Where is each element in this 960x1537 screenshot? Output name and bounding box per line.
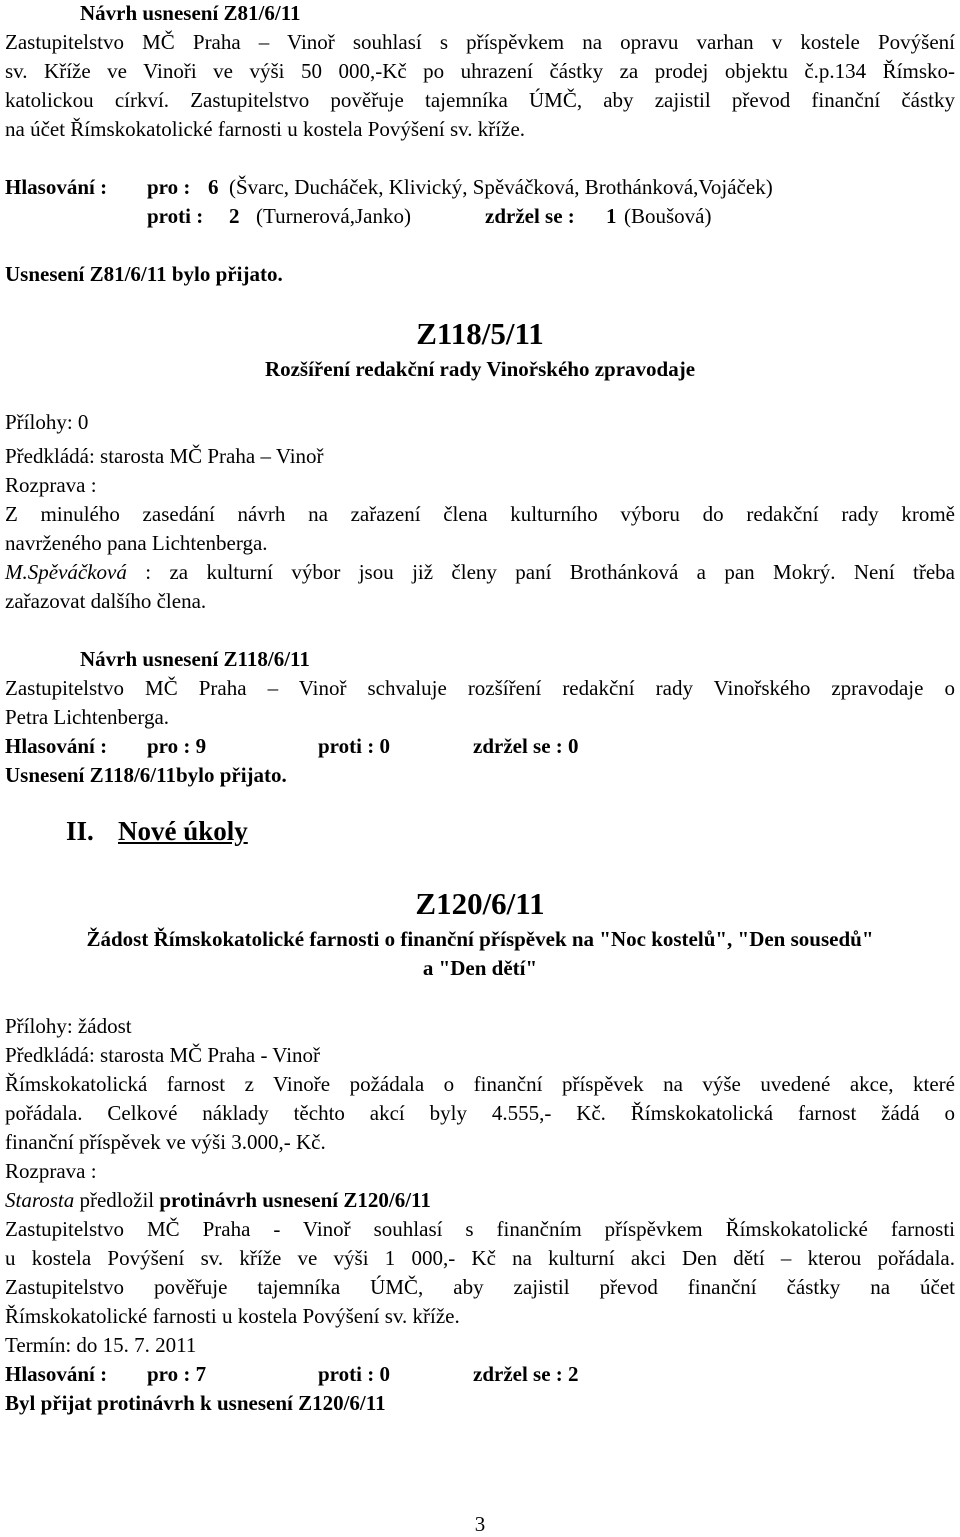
paragraph-line: Petra Lichtenberga. (5, 705, 170, 729)
paragraph-line: u kostela Povýšení sv. kříže ve výši 1 000,- Kč na kulturní akci Den dětí – kterou pořádala. (5, 1246, 955, 1270)
vote-pro-count: 6 (208, 175, 219, 199)
vote-label: Hlasování : (5, 1362, 108, 1386)
vote-proti-count: 2 (229, 204, 240, 228)
resolution-result: Usnesení Z81/6/11 bylo přijato. (5, 262, 283, 286)
vote-pro: pro : 7 (147, 1362, 207, 1386)
vote-proti-names: (Turnerová,Janko) (256, 204, 411, 228)
paragraph-line: finanční příspěvek ve výši 3.000,- Kč. (5, 1130, 326, 1154)
section-title: Nové úkoly (118, 816, 248, 846)
speech-text: předložil (74, 1188, 160, 1212)
discussion-label: Rozprava : (5, 1159, 97, 1183)
paragraph-line: Zastupitelstvo MČ Praha – Vinoř schvaluje rozšíření redakční rady Vinořského zpravodaje o (5, 676, 955, 700)
speaker-name: M.Spěváčková (5, 560, 127, 584)
speech-line (5, 560, 955, 584)
counterproposal-ref: protinávrh usnesení Z120/6/11 (159, 1188, 431, 1212)
proposal-heading-z81: Návrh usnesení Z81/6/11 (80, 1, 301, 25)
paragraph-line: na účet Římskokatolické farnosti u kostela Povýšení sv. kříže. (5, 117, 526, 141)
vote-pro-label: pro : (147, 175, 191, 199)
section-numeral: II. (66, 816, 94, 846)
item-code-z118: Z118/5/11 (416, 316, 544, 351)
paragraph-line: sv. Kříže ve Vinoři ve výši 50 000,-Kč po uhrazení částky za prodej objektu č.p.134 Římsko- (5, 59, 955, 83)
item-title-z118: Rozšíření redakční rady Vinořského zpravodaje (264, 357, 696, 381)
resolution-result: Byl přijat protinávrh k usnesení Z120/6/11 (5, 1391, 386, 1415)
submitted-by: Předkládá: starosta MČ Praha - Vinoř (5, 1043, 321, 1067)
vote-pro-names: (Švarc, Ducháček, Klivický, Spěváčková, Brothánková,Vojáček) (229, 175, 773, 199)
proposal-heading-z118: Návrh usnesení Z118/6/11 (80, 647, 310, 671)
paragraph-line: navrženého pana Lichtenberga. (5, 531, 268, 555)
paragraph-line: Zastupitelstvo MČ Praha - Vinoř souhlasí s finančním příspěvkem Římskokatolické farnosti (5, 1217, 955, 1241)
vote-label: Hlasování : (5, 175, 108, 199)
speaker-name: Starosta (5, 1188, 75, 1212)
paragraph-line: Římskokatolická farnost z Vinoře požádala o finanční příspěvek na výše uvedené akce, které (5, 1072, 955, 1096)
paragraph-line: Římskokatolické farnosti u kostela Povýšení sv. kříže. (5, 1304, 460, 1328)
deadline: Termín: do 15. 7. 2011 (5, 1333, 197, 1357)
vote-zdrzel-names: (Boušová) (624, 204, 712, 228)
item-title-z120-line2: a "Den dětí" (422, 956, 538, 980)
paragraph-line: Z minulého zasedání návrh na zařazení člena kulturního výboru do redakční rady kromě (5, 502, 955, 526)
vote-zdrzel: zdržel se : 2 (473, 1362, 579, 1386)
resolution-result: Usnesení Z118/6/11bylo přijato. (5, 763, 287, 787)
attachments: Přílohy: 0 (5, 410, 89, 434)
vote-zdrzel: zdržel se : 0 (473, 734, 579, 758)
vote-zdrzel-count: 1 (606, 204, 617, 228)
page-number: 3 (474, 1512, 486, 1536)
vote-zdrzel-label: zdržel se : (485, 204, 575, 228)
paragraph-line: katolickou církví. Zastupitelstvo pověřuje tajemníka ÚMČ, aby zajistil převod finanční částky (5, 88, 955, 112)
attachments: Přílohy: žádost (5, 1014, 132, 1038)
item-title-z120-line1: Žádost Římskokatolické farnosti o finanční příspěvek na "Noc kostelů", "Den sousedů" (86, 927, 874, 951)
speech-text: : za kulturní výbor jsou již členy paní Brothánková a pan Mokrý. Není třeba (126, 560, 955, 584)
paragraph-line: Zastupitelstvo MČ Praha – Vinoř souhlasí s příspěvkem na opravu varhan v kostele Povýšení (5, 30, 955, 54)
paragraph-line: pořádala. Celkové náklady těchto akcí byly 4.555,- Kč. Římskokatolická farnost žádá o (5, 1101, 955, 1125)
vote-pro: pro : 9 (147, 734, 207, 758)
submitted-by: Předkládá: starosta MČ Praha – Vinoř (5, 444, 324, 468)
paragraph-line: zařazovat dalšího člena. (5, 589, 207, 613)
counterproposal-intro (5, 1188, 955, 1212)
discussion-label: Rozprava : (5, 473, 97, 497)
vote-proti-label: proti : (147, 204, 204, 228)
vote-label: Hlasování : (5, 734, 108, 758)
vote-proti: proti : 0 (318, 1362, 390, 1386)
vote-proti: proti : 0 (318, 734, 390, 758)
paragraph-line: Zastupitelstvo pověřuje tajemníka ÚMČ, aby zajistil převod finanční částky na účet (5, 1275, 955, 1299)
item-code-z120: Z120/6/11 (415, 886, 545, 921)
